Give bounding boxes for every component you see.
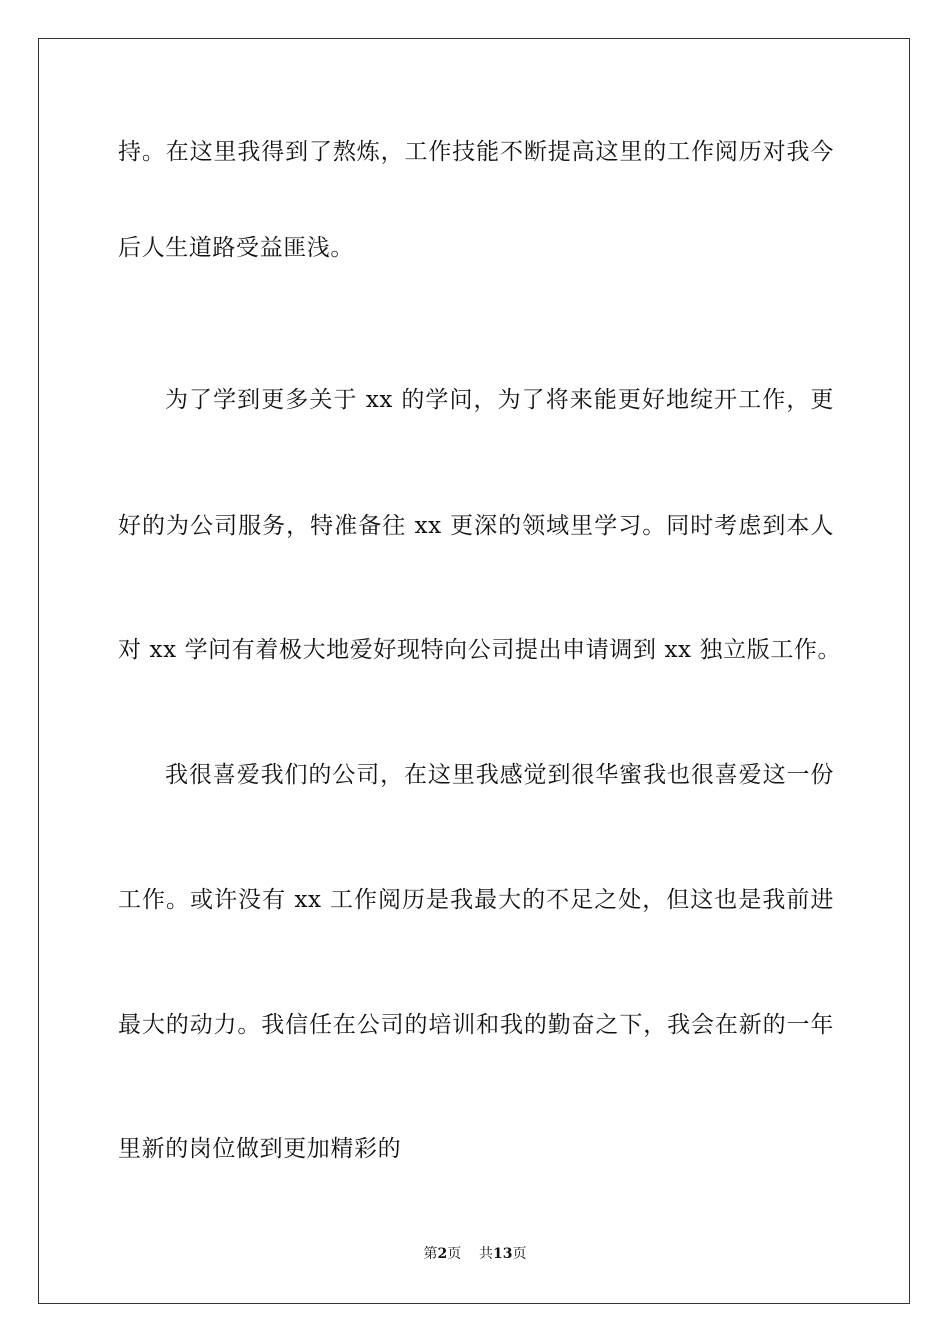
- total-pages: 13: [493, 1246, 513, 1262]
- text-line-2: 后人生道路受益匪浅。: [118, 235, 354, 261]
- page-suffix: 页: [447, 1246, 462, 1262]
- total-suffix: 页: [512, 1246, 527, 1262]
- text-line-1: 持。在这里我得到了熬炼，工作技能不断提高这里的工作阅历对我今: [118, 139, 834, 165]
- page-prefix: 第: [423, 1246, 438, 1262]
- page-border: [38, 38, 910, 1304]
- text-line-9: 里新的岗位做到更加精彩的: [118, 1136, 402, 1162]
- text-line-3: 为了学到更多关于 xx 的学问，为了将来能更好地绽开工作，更: [165, 387, 834, 413]
- text-line-7: 工作。或许没有 xx 工作阅历是我最大的不足之处，但这也是我前进: [118, 887, 834, 913]
- text-line-5: 对 xx 学问有着极大地爱好现特向公司提出申请调到 xx 独立版工作。: [118, 637, 842, 663]
- total-prefix: 共: [479, 1246, 494, 1262]
- text-line-4: 好的为公司服务，特准备往 xx 更深的领域里学习。同时考虑到本人: [118, 513, 834, 539]
- page-number: 2: [437, 1246, 448, 1262]
- page-footer: [0, 1245, 950, 1263]
- text-line-8: 最大的动力。我信任在公司的培训和我的勤奋之下，我会在新的一年: [118, 1012, 834, 1038]
- text-line-6: 我很喜爱我们的公司，在这里我感觉到很华蜜我也很喜爱这一份: [165, 762, 834, 788]
